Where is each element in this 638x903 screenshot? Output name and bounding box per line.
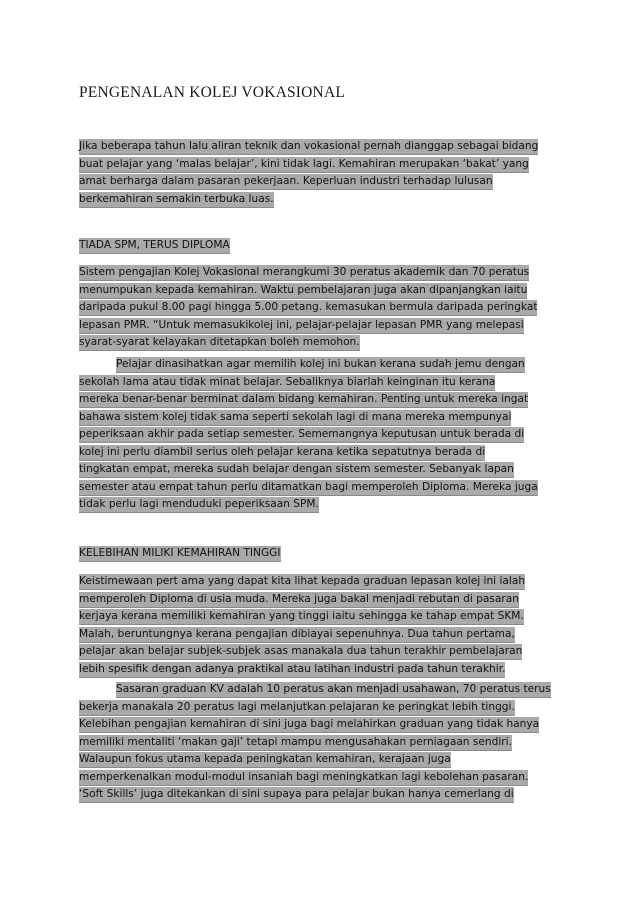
paragraph-line: memperkenalkan modul-modul insaniah bagi meningkatkan lagi kebolehan pasaran. <box>79 770 529 783</box>
paragraph-line: memiliki mentaliti ‘makan gaji’ tetapi mampu mengusahakan perniagaan sendiri. <box>79 735 512 748</box>
paragraph-line: sekolah lama atau tidak minat belajar. Sebaliknya biarlah keinginan itu kerana <box>79 375 496 388</box>
paragraph-line: bahawa sistem kolej tidak sama seperti sekolah lagi di mana mereka mempunyai <box>79 410 512 423</box>
section2-paragraph-2 <box>79 681 569 804</box>
section1-paragraph-2 <box>79 356 569 514</box>
paragraph-line: mereka benar-benar berminat dalam bidang kemahiran. Penting untuk mereka ingat <box>79 393 529 405</box>
section-heading-kelebihan: KELEBIHAN MILIKI KEMAHIRAN TINGGI <box>79 547 281 559</box>
intro-line: buat pelajar yang ‘malas belajar’, kini tidak lagi. Kemahiran merupakan ‘bakat’ yang <box>79 157 529 170</box>
paragraph-line: Walaupun fokus utama kepada peningkatan kemahiran, kerajaan juga <box>79 753 451 765</box>
paragraph-line: Keistimewaan pert ama yang dapat kita lihat kepada graduan lepasan kolej ini ialah <box>79 575 526 587</box>
paragraph-line: ‘Soft Skills’ juga ditekankan di sini supaya para pelajar bukan hanya cemerlang di <box>79 788 514 800</box>
section1-paragraph-1 <box>79 264 569 352</box>
paragraph-line: pelajar akan belajar subjek-subjek asas manakala dua tahun terakhir pembelajaran <box>79 645 523 657</box>
intro-line: berkemahiran semakin terbuka luas. <box>79 192 274 205</box>
intro-paragraph <box>79 138 569 208</box>
section-heading-tiada-spm: TIADA SPM, TERUS DIPLOMA <box>79 239 230 251</box>
paragraph-line: syarat-syarat kelayakan ditetapkan boleh memohon. <box>79 336 360 348</box>
document-title: PENGENALAN KOLEJ VOKASIONAL <box>79 84 346 101</box>
intro-line: amat berharga dalam pasaran pekerjaan. Keperluan industri terhadap lulusan <box>79 175 493 187</box>
paragraph-line: lepasan PMR. “Untuk memasukikolej ini, pelajar-pelajar lepasan PMR yang melepasi <box>79 318 524 331</box>
paragraph-line: semester atau empat tahun perlu ditamatkan bagi memperoleh Diploma. Mereka juga <box>79 480 538 493</box>
paragraph-line: Sistem pengajian Kolej Vokasional merangkumi 30 peratus akademik dan 70 peratus <box>79 266 530 278</box>
intro-line: Jika beberapa tahun lalu aliran teknik dan vokasional pernah dianggap sebagai bidang <box>79 140 539 152</box>
paragraph-line: tingkatan empat, mereka sudah belajar dengan sistem semester. Sebanyak lapan <box>79 463 514 475</box>
paragraph-line: Malah, beruntungnya kerana pengajian dibiayai sepenuhnya. Dua tahun pertama, <box>79 627 515 640</box>
paragraph-line: peperiksaan akhir pada setiap semester. Sememangnya keputusan untuk berada di <box>79 428 525 440</box>
paragraph-line: Pelajar dinasihatkan agar memilih kolej ini bukan kerana sudah jemu dengan <box>116 358 525 370</box>
paragraph-line: kolej ini perlu diambil serius oleh pelajar kerana ketika sepatutnya berada di <box>79 445 486 458</box>
paragraph-line: kerjaya kerana memiliki kemahiran yang tinggi iaitu sehingga ke tahap empat SKM. <box>79 610 524 622</box>
paragraph-line: lebih spesifik dengan adanya praktikal atau latihan industri pada tahun terakhir. <box>79 662 506 675</box>
paragraph-line: Kelebihan pengajian kemahiran di sini juga bagi melahirkan graduan yang tidak hanya <box>79 718 540 730</box>
paragraph-line: Sasaran graduan KV adalah 10 peratus akan menjadi usahawan, 70 peratus terus <box>116 683 551 695</box>
paragraph-line: memperoleh Diploma di usia muda. Mereka juga bakal menjadi rebutan di pasaran <box>79 592 519 605</box>
paragraph-line: menumpukan kepada kemahiran. Waktu pembelajaran juga akan dipanjangkan iaitu <box>79 283 528 296</box>
paragraph-line: bekerja manakala 20 peratus lagi melanjutkan pelajaran ke peringkat lebih tinggi. <box>79 700 515 713</box>
section2-paragraph-1 <box>79 573 569 678</box>
paragraph-line: tidak perlu lagi menduduki peperiksaan SPM. <box>79 498 319 510</box>
paragraph-line: daripada pukul 8.00 pagi hingga 5.00 petang. kemasukan bermula daripada peringkat <box>79 301 538 313</box>
